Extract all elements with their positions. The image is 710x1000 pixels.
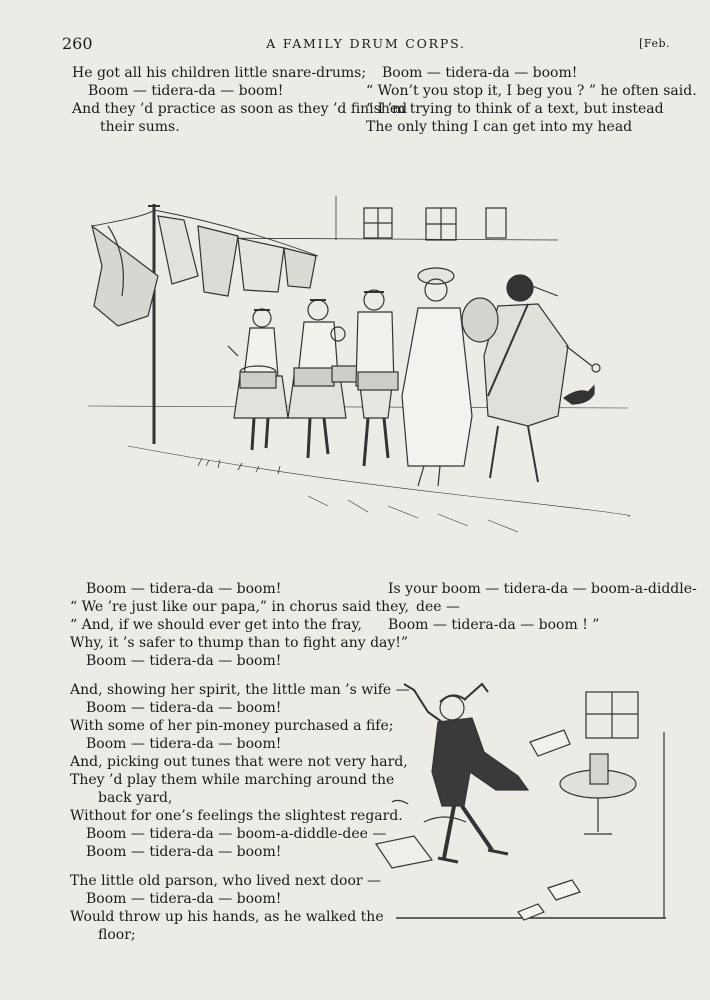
verse-line: Without for one’s feelings the slightest regard.: [70, 808, 403, 824]
verse-line: back yard,: [98, 790, 173, 806]
stanza: [70, 580, 409, 670]
verse-line: Boom — tidera-da — boom!: [382, 65, 578, 81]
verse-line: Boom — tidera-da — boom!: [86, 700, 282, 716]
stanza: [70, 872, 384, 944]
verse-line: “ And, if we should ever get into the fray,: [70, 617, 363, 633]
verse-line: Boom — tidera-da — boom!: [86, 736, 282, 752]
illustration-parson: [368, 672, 668, 926]
verse-line: floor;: [98, 927, 136, 943]
verse-line: Is your boom — tidera-da — boom-a-diddle-: [388, 581, 697, 597]
verse-line: He got all his children little snare-drums;: [72, 65, 367, 81]
drum-parade-drawing: [88, 196, 636, 568]
stanza-gap: [70, 861, 370, 872]
verse-line: Boom — tidera-da — boom ! ”: [388, 617, 600, 633]
verse-line: With some of her pin-money purchased a fife;: [70, 718, 394, 734]
verse-line: Boom — tidera-da — boom!: [86, 891, 282, 907]
verse-line: The little old parson, who lived next door —: [70, 873, 382, 889]
illustration-drum-parade: [88, 196, 636, 568]
verse-line: Boom — tidera-da — boom-a-diddle-dee —: [86, 826, 387, 842]
verse-line: “ I ’m trying to think of a text, but instead: [366, 101, 664, 117]
stanza-gap: [70, 670, 370, 681]
verse-line: Boom — tidera-da — boom!: [86, 844, 282, 860]
running-title: A FAMILY DRUM CORPS.: [266, 36, 466, 51]
poem-column-bottom-left: [70, 580, 410, 944]
verse-line: And, showing her spirit, the little man ’s wife —: [70, 682, 410, 698]
running-month: [Feb.: [639, 37, 670, 50]
verse-line: dee —: [416, 599, 460, 615]
poem-column-top-right: [366, 64, 697, 136]
poem-column-bottom-right: [388, 580, 697, 634]
poem-column-top-left: [72, 64, 408, 136]
verse-line: Why, it ’s safer to thump than to fight any day!”: [70, 635, 409, 651]
verse-line: Would throw up his hands, as he walked the: [70, 909, 384, 925]
page-number: 260: [62, 34, 93, 53]
verse-line: The only thing I can get into my head: [366, 119, 633, 135]
parson-drawing: [368, 672, 668, 926]
verse-line: And they ’d practice as soon as they ’d finished: [72, 101, 408, 117]
verse-line: their sums.: [100, 119, 180, 135]
verse-line: They ’d play them while marching around the: [70, 772, 395, 788]
verse-line: Boom — tidera-da — boom!: [86, 653, 282, 669]
verse-line: Boom — tidera-da — boom!: [88, 83, 284, 99]
stanza: [70, 681, 410, 861]
verse-line: “ We ’re just like our papa,” in chorus said they,: [70, 599, 409, 615]
verse-line: Boom — tidera-da — boom!: [86, 581, 282, 597]
verse-line: And, picking out tunes that were not very hard,: [70, 754, 408, 770]
verse-line: “ Won’t you stop it, I beg you ? ” he often said.: [366, 83, 697, 99]
running-head: [62, 34, 670, 54]
